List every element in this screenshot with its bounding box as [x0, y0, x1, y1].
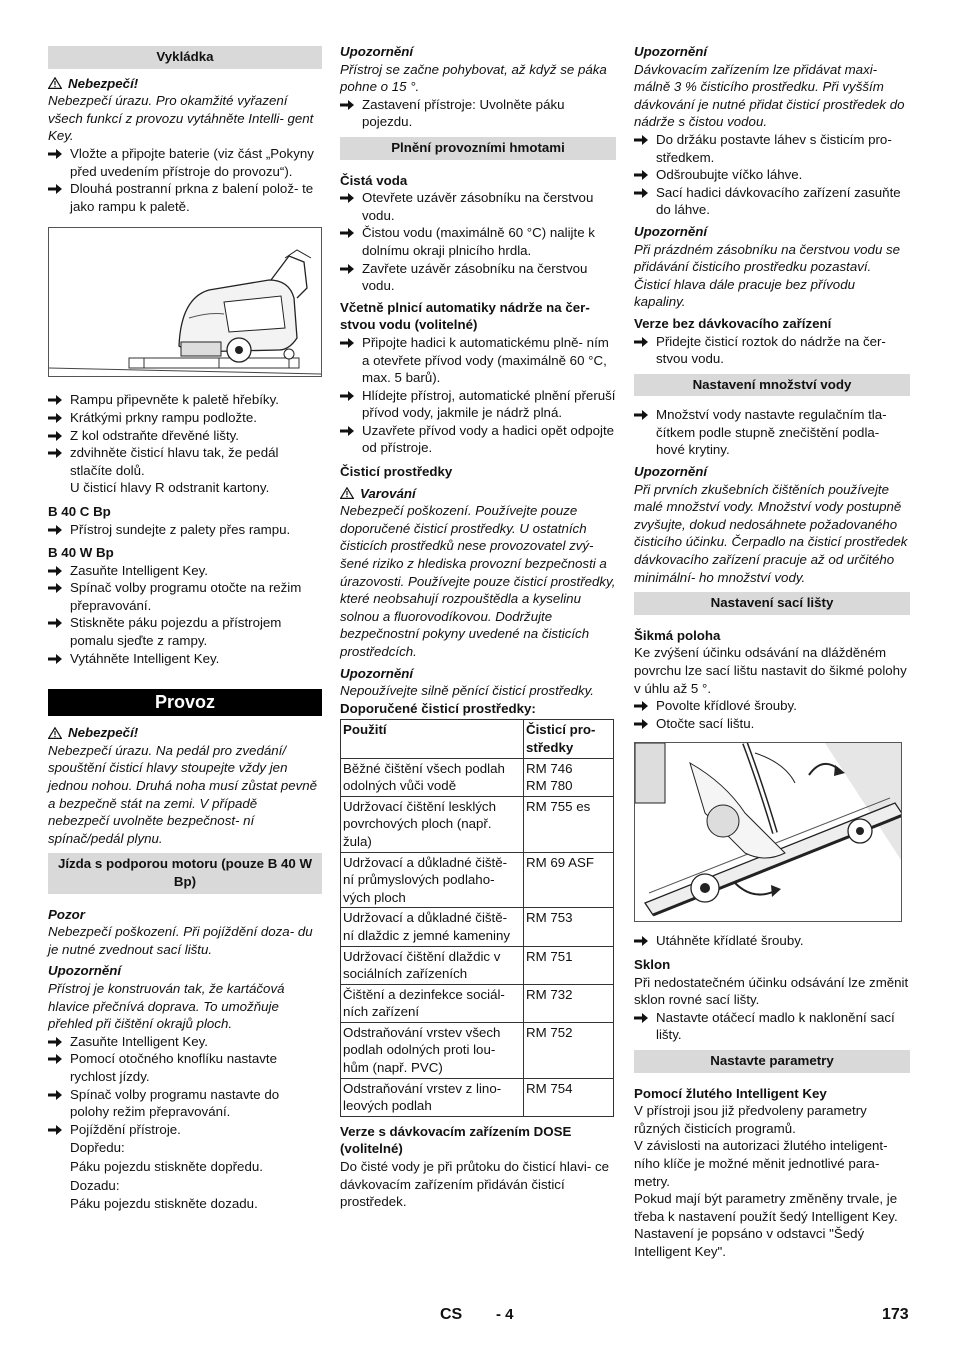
unloading-illustration	[48, 227, 322, 377]
note-text: Přístroj se začne pohybovat, až když se páka pohne o 15 °.	[340, 61, 607, 95]
subsection-title: Čistá voda	[340, 172, 408, 188]
subsection-title: Verze bez dávkovacího zařízení	[634, 315, 832, 331]
list-item: Množství vody nastavte regulačním tla- čítkem podle stupně znečištění podla- hové krytiny.	[634, 406, 910, 459]
subsection-title: B 40 C Bp	[48, 503, 111, 519]
list-item: Stiskněte páku pojezdu a přístrojem pomalu sjeďte z rampy.	[48, 614, 322, 649]
table-row: Udržovací čištění dlaždic v sociálních zařízeních RM 751	[341, 946, 614, 984]
table-header-cell: Čisticí pro- středky	[524, 720, 614, 758]
arrow-right-icon	[48, 618, 62, 628]
body-text: V přístroji jsou již předvoleny parametry různých čisticích programů.	[634, 1103, 867, 1136]
note-text: Přístroj je konstruován tak, že kartáčová hlavice přečnívá doprava. To umožňuje přehled při čištění okrajů ploch.	[48, 980, 285, 1032]
list-item: Spínač volby programu otočte na režim přepravování.	[48, 579, 322, 614]
list-item: Sací hadici dávkovacího zařízení zasuňte do láhve.	[634, 184, 910, 219]
arrow-right-icon	[340, 426, 354, 436]
step-list-after-fig	[634, 932, 910, 950]
list-item: Odšroubujte víčko láhve.	[634, 166, 910, 184]
column-2	[340, 40, 616, 1211]
arrow-right-icon	[48, 1054, 62, 1064]
subsection-title: Verze s dávkovacím zařízením DOSE (volitelné)	[340, 1123, 572, 1157]
arrow-right-icon	[48, 566, 62, 576]
step-list-cista	[340, 189, 616, 295]
step-list-mnozstvi	[634, 406, 910, 459]
subsection-title: Včetně plnicí automatiky nádrže na čer- stvou vodu (volitelné)	[340, 299, 590, 333]
list-item: Utáhněte křídlaté šrouby.	[634, 932, 910, 950]
list-item: Zastavení přístroje: Uvolněte páku pojezdu.	[340, 96, 616, 131]
warning-triangle-icon	[48, 727, 62, 739]
list-item: Pojíždění přístroje.	[48, 1121, 322, 1139]
note-label: Upozornění	[48, 963, 122, 979]
section-title-jizda: Jízda s podporou motoru (pouze B 40 W Bp)	[48, 853, 322, 893]
list-item: zdvihněte čisticí hlavu tak, že pedál stlačíte dolů.	[48, 444, 322, 479]
arrow-right-icon	[48, 431, 62, 441]
arrow-right-icon	[340, 100, 354, 110]
danger-text: Nebezpečí úrazu. Pro okamžité vyřazení všech funkcí z provozu vytáhněte Intelli- gent Key.	[48, 93, 314, 144]
step-list-b40c	[48, 521, 322, 539]
chapter-title-provoz: Provoz	[48, 689, 322, 716]
list-item: Čistou vodu (maximálně 60 °C) nalijte k dolnímu okraji plnicího hrdla.	[340, 224, 616, 259]
note-text: Při prvních zkušebních čištěních používejte malé množství vody. Množství vody postupně zvyšujte, dokud nedosáhnete požadovaného čisticího účinku. Čerpadlo na čisticí prostředek dávkovacího zařízení pracuje až od určitého minimální- ho množství vody.	[634, 481, 908, 585]
list-item: Vložte a připojte baterie (viz část „Pokyny před uvedením přístroje do provozu“).	[48, 145, 322, 180]
arrow-right-icon	[48, 149, 62, 159]
note-text: U čisticí hlavy R odstranit kartony.	[70, 480, 270, 496]
arrow-right-icon	[48, 1090, 62, 1100]
note-label: Upozornění	[340, 665, 414, 681]
body-text: Ke zvýšení účinku odsávání na dlážděném povrchu lze sací lištu nastavit do šikmé polohy v úhlu až 5 °.	[634, 645, 907, 696]
arrow-right-icon	[634, 936, 648, 946]
arrow-right-icon	[340, 193, 354, 203]
body-text: Při nedostatečném účinku odsávání lze změnit sklon rovné sací lišty.	[634, 974, 909, 1008]
arrow-right-icon	[48, 413, 62, 423]
arrow-right-icon	[48, 448, 62, 458]
section-title-param: Nastavte parametry	[634, 1050, 910, 1073]
warning-triangle-icon	[340, 487, 354, 499]
arrow-right-icon	[48, 583, 62, 593]
danger-text: Nebezpečí úrazu. Na pedál pro zvedání/ spouštění čisticí hlavy stoupejte vždy jen jednou nohou. Druhá noha musí zůstat pevně a bezpečně stát na zemi. V případě nebezpečí uvolněte bezpečnost- ní spínač/pedál plynu.	[48, 742, 318, 846]
arrow-right-icon	[340, 338, 354, 348]
table-row: Udržovací čištění lesklých povrchových ploch (např. žula) RM 755 es	[341, 796, 614, 852]
list-item: Vytáhněte Intelligent Key.	[48, 650, 322, 668]
list-item: Krátkými prkny rampu podložte.	[48, 409, 322, 427]
arrow-right-icon	[634, 719, 648, 729]
arrow-right-icon	[634, 410, 648, 420]
list-item: Zasuňte Intelligent Key.	[48, 562, 322, 580]
arrow-right-icon	[48, 1125, 62, 1135]
note-label: Upozornění	[634, 223, 708, 239]
footer-lang: CS	[440, 1306, 463, 1323]
body-text: Do čisté vody je při průtoku do čisticí hlavi- ce dávkovacím zařízením přidáván čisticí prostředek.	[340, 1159, 610, 1210]
arrow-right-icon	[634, 170, 648, 180]
caution-text: Nebezpečí poškození. Při pojíždění doza- du je nutné zvednout sací lištu.	[48, 924, 313, 957]
arrow-right-icon	[340, 391, 354, 401]
list-item: Z kol odstraňte dřevěné lišty.	[48, 427, 322, 445]
arrow-right-icon	[48, 654, 62, 664]
direction-label: Dopředu:	[70, 1140, 125, 1156]
list-item: Připojte hadici k automatickému plně- ním a otevřete přívod vody (maximálně 60 °C, max. 5 barů).	[340, 334, 616, 387]
arrow-right-icon	[634, 135, 648, 145]
step-list	[340, 96, 616, 131]
list-item: Přidejte čisticí roztok do nádrže na čer- stvou vodu.	[634, 333, 910, 368]
table-header-row	[341, 720, 614, 758]
subsection-title: Pomocí žlutého Intelligent Key	[634, 1085, 827, 1101]
step-list-b	[48, 391, 322, 479]
list-item: Povolte křídlové šrouby.	[634, 697, 910, 715]
squeegee-illustration	[634, 742, 902, 922]
body-text: V závislosti na autorizaci žlutého inteligent- ního klíče je možné měnit jednotlivé para- metry.	[634, 1138, 888, 1189]
subsection-title: B 40 W Bp	[48, 545, 114, 561]
subsection-title: Čisticí prostředky	[340, 464, 453, 480]
step-list-sikma	[634, 697, 910, 732]
table-row: Čištění a dezinfekce sociál- ních zařízení RM 732	[341, 984, 614, 1022]
section-title-plneni: Plnění provozními hmotami	[340, 137, 616, 160]
section-title-sac: Nastavení sací lišty	[634, 592, 910, 615]
column-3	[634, 40, 910, 1260]
table-header-cell: Použití	[341, 720, 524, 758]
list-item: Pomocí otočného knoflíku nastavte rychlost jízdy.	[48, 1050, 322, 1085]
step-list-jizda	[48, 1033, 322, 1139]
step-list-bez	[634, 333, 910, 368]
table-row: Udržovací a důkladné čiště- ní průmyslových podlaho- vých ploch RM 69 ASF	[341, 852, 614, 908]
section-title-mnozstvi: Nastavení množství vody	[634, 374, 910, 397]
note-label: Upozornění	[634, 44, 708, 59]
body-text: Pokud mají být parametry změněny trvale, je třeba k nastavení použít šedý Intelligent Key. Nastavení je popsáno v odstavci "Šedý Intelligent Key".	[634, 1191, 898, 1259]
arrow-right-icon	[48, 395, 62, 405]
list-item: Spínač volby programu nastavte do polohy režim přepravování.	[48, 1086, 322, 1121]
list-item: Zavřete uzávěr zásobníku na čerstvou vodu.	[340, 260, 616, 295]
arrow-right-icon	[340, 264, 354, 274]
subsection-title: Šikmá poloha	[634, 627, 721, 643]
table-row: Odstraňování vrstev z lino- leových podlah RM 754	[341, 1078, 614, 1116]
list-item: Dlouhá postranní prkna z balení polož- te jako rampu k paletě.	[48, 180, 322, 215]
detergent-table	[340, 719, 614, 1116]
table-row: Běžné čištění všech podlah odolných vůči vodě RM 746 RM 780	[341, 758, 614, 796]
footer-page-local: - 4	[496, 1306, 514, 1323]
table-row: Udržovací a důkladné čiště- ní dlaždic z jemné kameniny RM 753	[341, 908, 614, 946]
arrow-right-icon	[634, 1013, 648, 1023]
step-list-a	[48, 145, 322, 215]
section-title-vykladka: Vykládka	[48, 46, 322, 69]
scrubber-on-pallet-drawing	[49, 228, 322, 377]
table-caption: Doporučené čisticí prostředky:	[340, 700, 536, 716]
arrow-right-icon	[48, 1037, 62, 1047]
list-item: Přístroj sundejte z palety přes rampu.	[48, 521, 322, 539]
list-item: Uzavřete přívod vody a hadici opět odpojte od přístroje.	[340, 422, 616, 457]
note-text: Nepoužívejte silně pěnící čisticí prostředky.	[340, 683, 594, 699]
warning-text: Nebezpečí poškození. Používejte pouze doporučené čisticí prostředky. U ostatních čisticích prostředků nese provozovatel zvý- šené riziko z hlediska provozní bezpečnosti a úrazovosti. Používejte pouze čisticí prostředky, které neobsahují rozpouštědla a kyselinu solnou a fluorovodíkovou. Dodržujte bezpečnostní pokyny uvedené na čisticích prostředcích.	[340, 503, 616, 659]
step-list-sklon	[634, 1009, 910, 1044]
step-list-b40w	[48, 562, 322, 668]
list-item: Rampu připevněte k paletě hřebíky.	[48, 391, 322, 409]
arrow-right-icon	[48, 184, 62, 194]
warning-label: Varování	[340, 485, 616, 503]
subsection-title: Sklon	[634, 956, 671, 972]
danger-label: Nebezpečí!	[48, 724, 322, 742]
list-item: Hlídejte přístroj, automatické plnění přeruší přívod vody, jakmile je nádrž plná.	[340, 387, 616, 422]
footer-page-number: 173	[882, 1306, 909, 1323]
caution-label: Pozor	[48, 906, 85, 922]
note-text: Při prázdném zásobníku na čerstvou vodu se přidávání čisticího prostředku pozastaví. Čisticí hlava dále pracuje bez přívodu kapaliny.	[634, 241, 901, 310]
arrow-right-icon	[634, 337, 648, 347]
list-item: Otevřete uzávěr zásobníku na čerstvou vodu.	[340, 189, 616, 224]
squeegee-adjustment-drawing	[635, 743, 902, 922]
arrow-right-icon	[340, 228, 354, 238]
note-label: Upozornění	[634, 464, 708, 480]
arrow-right-icon	[634, 701, 648, 711]
list-item: Zasuňte Intelligent Key.	[48, 1033, 322, 1051]
note-label: Upozornění	[340, 44, 414, 59]
warning-triangle-icon	[48, 77, 62, 89]
note-text: Dávkovacím zařízením lze přidávat maxi- málně 3 % čisticího prostředku. Při vyšším dávkování je nutné přidat čisticí prostředek do nádrže s čistou vodou.	[634, 61, 905, 130]
table-row: Odstraňování vrstev všech podlah odolných proti lou- hům (např. PVC) RM 752	[341, 1022, 614, 1078]
danger-label: Nebezpečí!	[48, 75, 322, 93]
direction-label: Dozadu:	[70, 1177, 120, 1193]
list-item: Do držáku postavte láhev s čisticím pro- středkem.	[634, 131, 910, 166]
list-item: Otočte sací lištu.	[634, 715, 910, 733]
direction-text: Páku pojezdu stiskněte dozadu.	[70, 1196, 258, 1212]
column-1	[48, 40, 322, 1213]
list-item: Nastavte otáčecí madlo k naklonění sací lišty.	[634, 1009, 910, 1044]
step-list-auto	[340, 334, 616, 457]
arrow-right-icon	[48, 525, 62, 535]
step-list-dose	[634, 131, 910, 219]
direction-text: Páku pojezdu stiskněte dopředu.	[70, 1158, 263, 1174]
arrow-right-icon	[634, 188, 648, 198]
